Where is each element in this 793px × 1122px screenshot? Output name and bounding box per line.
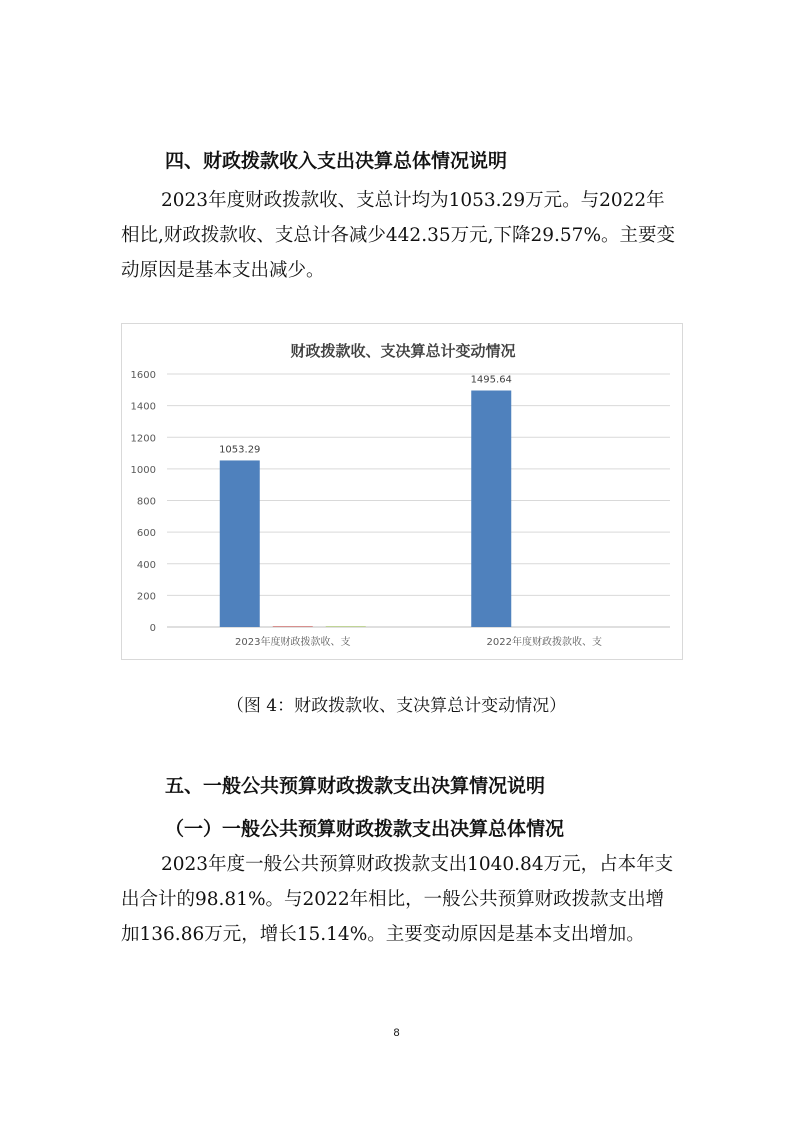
section-4-heading: 四、财政拨款收入支出决算总体情况说明: [165, 150, 508, 172]
y-tick-label: 800: [136, 496, 156, 508]
y-tick-label: 1000: [130, 464, 156, 476]
section-4-paragraph: 2023年度财政拨款收、支总计均为1053.29万元。与2022年相比,财政拨款收、支总计各减少442.35万元,下降29.57%。主要变动原因是基本支出减少。: [121, 190, 676, 281]
section-5-subheading: （一）一般公共预算财政拨款支出决算总体情况: [165, 818, 565, 840]
y-tick-label: 1200: [130, 433, 156, 445]
bar-chart: [121, 323, 683, 660]
chart-svg: [122, 324, 684, 661]
bar: [471, 391, 511, 627]
bar: [220, 460, 260, 627]
chart-title: 财政拨款收、支决算总计变动情况: [290, 342, 516, 360]
y-tick-label: 200: [136, 591, 156, 603]
figure-caption: （图 4：财政拨款收、支决算总计变动情况）: [226, 696, 567, 716]
bar: [326, 626, 366, 627]
y-tick-label: 1400: [130, 401, 156, 413]
y-tick-label: 400: [136, 559, 156, 571]
data-label: 1053.29: [219, 444, 261, 456]
data-label: 1495.64: [470, 374, 512, 386]
bar: [273, 626, 313, 627]
y-tick-label: 0: [149, 623, 156, 634]
section-5-heading: 五、一般公共预算财政拨款支出决算情况说明: [165, 775, 546, 797]
y-tick-label: 1600: [130, 370, 156, 381]
x-category-label: 2022年度财政拨款收、支: [486, 637, 602, 648]
y-tick-label: 600: [136, 528, 156, 540]
section-5-paragraph: 2023年度一般公共预算财政拨款支出1040.84万元，占本年支出合计的98.81%。与2022年相比，一般公共预算财政拨款支出增加136.86万元，增长15.14%。主要变动原因是基本支出增加。: [121, 854, 674, 945]
x-category-label: 2023年度财政拨款收、支: [235, 637, 351, 648]
page-number: 8: [393, 1027, 400, 1039]
